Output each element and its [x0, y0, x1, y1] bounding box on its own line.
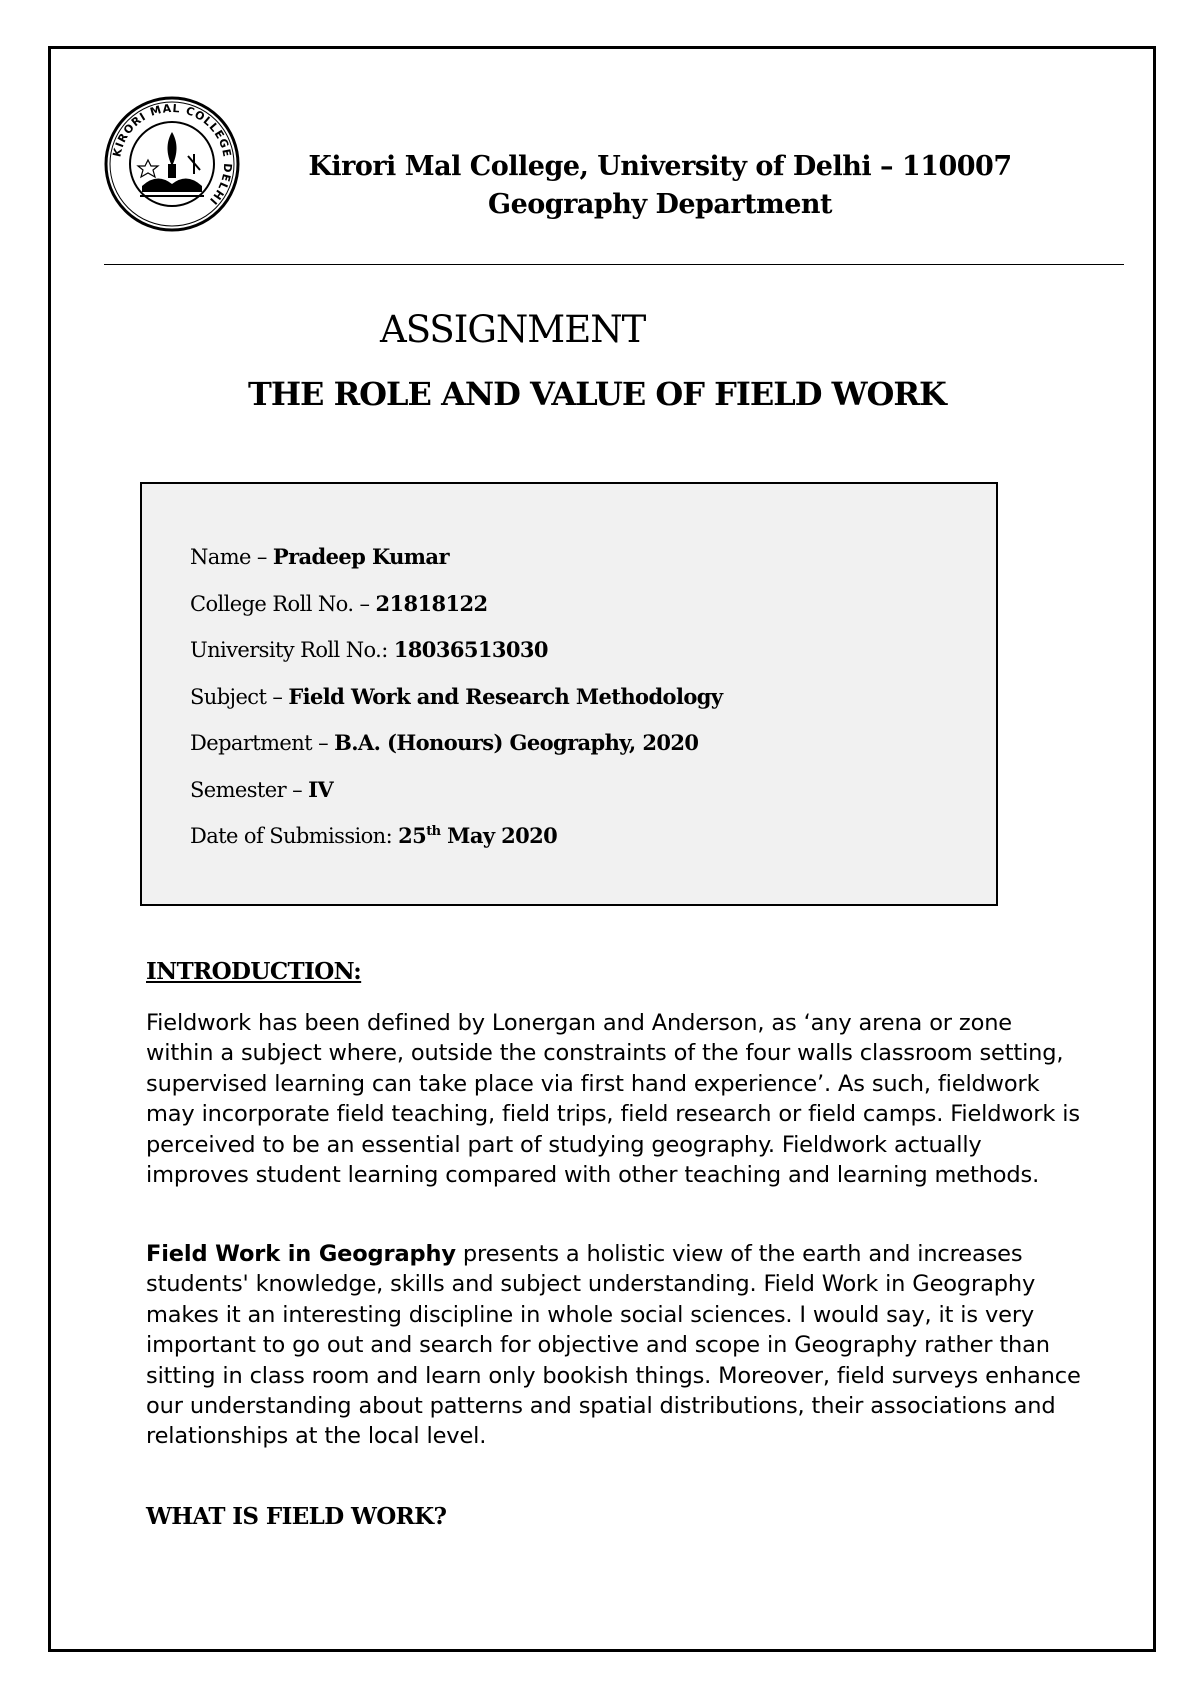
department-name: Geography Department — [488, 189, 832, 220]
info-row-semester — [190, 767, 722, 814]
college-name: Kirori Mal College, University of Delhi – 110007 — [308, 151, 1012, 182]
what-is-field-work-heading: WHAT IS FIELD WORK? — [146, 1503, 447, 1530]
date-day: 25 — [398, 823, 427, 848]
introduction-paragraph-1: Fieldwork has been defined by Lonergan and Anderson, as ‘any arena or zone within a subject where, outside the constraints of the four walls classroom setting, supervised learning can take place via first hand experience’. As such, fieldwork may incorporate field teaching, field trips, field research or field camps. Fieldwork is perceived to be an essential part of studying geography. Fieldwork actually improves student learning compared with other teaching and learning methods. — [146, 1010, 1080, 1189]
date-month-year: May 2020 — [440, 823, 558, 848]
introduction-paragraph-2 — [146, 1239, 1086, 1452]
info-value: IV — [308, 776, 334, 802]
info-label: College Roll No. – — [190, 591, 376, 616]
info-row-university-roll — [190, 627, 722, 674]
info-value: 18036513030 — [393, 637, 548, 662]
seal-ring-text: KIRORI MAL COLLEGE DELHI — [110, 101, 235, 208]
info-value: Field Work and Research Methodology — [288, 683, 723, 709]
student-info-box — [140, 482, 998, 906]
introduction-heading: INTRODUCTION: — [146, 958, 362, 985]
info-row-subject — [190, 674, 722, 721]
college-seal-icon — [102, 94, 242, 234]
info-label: Date of Submission: — [190, 824, 399, 848]
info-row-college-roll — [190, 581, 722, 628]
paragraph-lead-bold: Field Work in Geography — [146, 1241, 456, 1267]
info-row-name — [190, 534, 722, 581]
assignment-subtitle: THE ROLE AND VALUE OF FIELD WORK — [248, 375, 946, 413]
info-value: B.A. (Honours) Geography, 2020 — [334, 730, 699, 755]
paragraph-body: presents a holistic view of the earth and increases students' knowledge, skills and subject understanding. Field Work in Geography makes it an interesting discipline in whole social sciences. I would say, it is very important to go out and search for objective and scope in Geography rather than sitting in class room and learn only bookish things. Moreover, field surveys enhance our understanding about patterns and spatial distributions, their associations and relationships at the local level. — [146, 1241, 1081, 1450]
student-info-list — [190, 534, 722, 860]
info-label: Semester – — [190, 777, 309, 802]
info-label: Department – — [190, 731, 335, 755]
info-label: University Roll No.: — [190, 638, 394, 662]
info-value: Pradeep Kumar — [272, 544, 449, 569]
assignment-title: ASSIGNMENT — [380, 308, 646, 351]
info-value — [398, 823, 557, 848]
info-row-submission-date — [190, 813, 722, 860]
info-label: Name – — [190, 545, 273, 569]
info-value: 21818122 — [375, 590, 488, 616]
info-row-department — [190, 720, 722, 767]
info-label: Subject – — [190, 684, 289, 709]
header-divider — [104, 264, 1124, 265]
date-ordinal-suffix: th — [426, 824, 441, 839]
